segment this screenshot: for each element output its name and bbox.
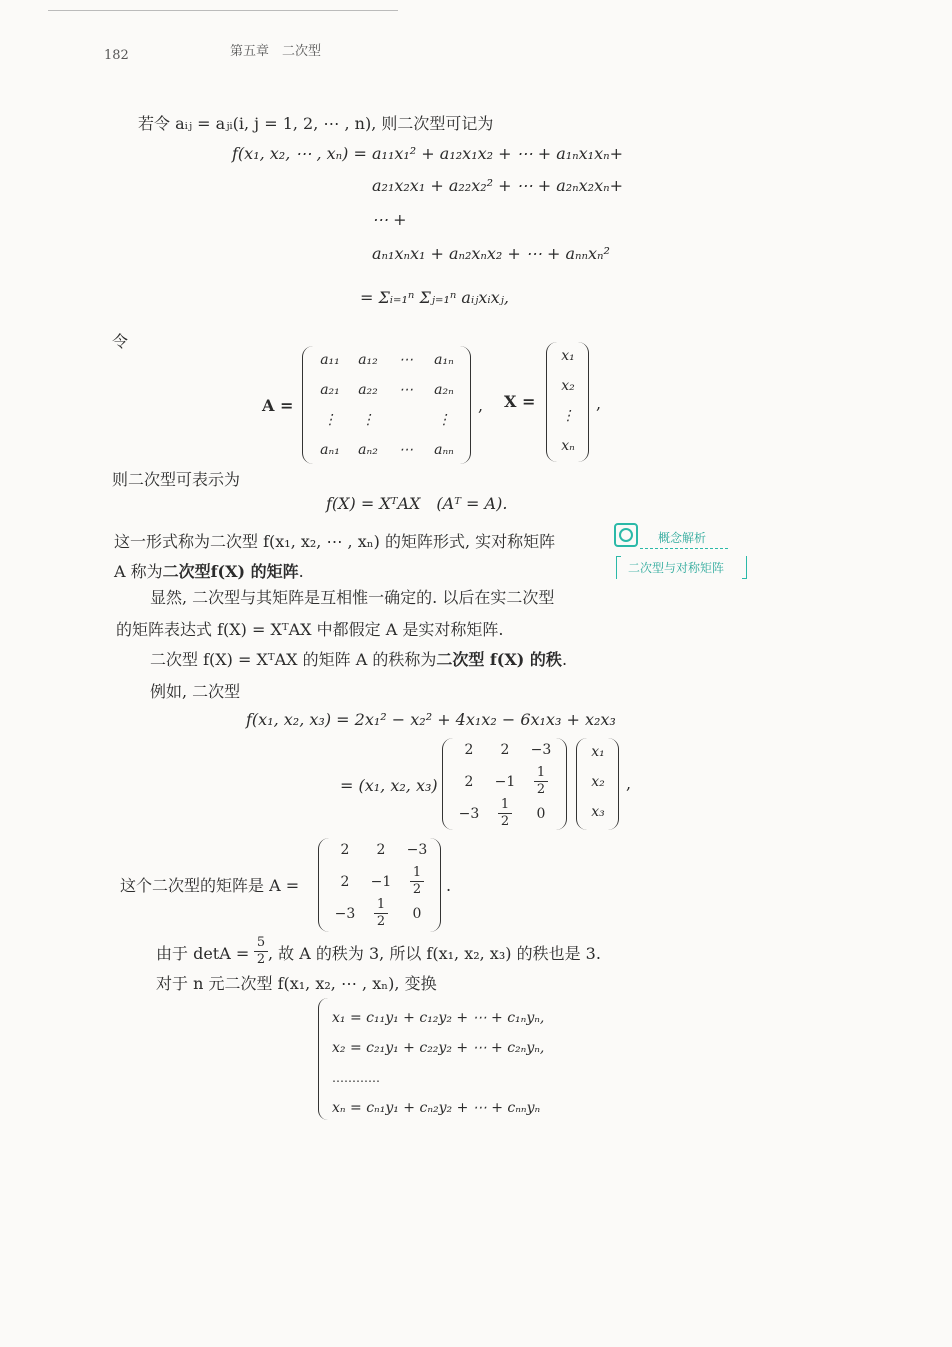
system-line-1: x₁ = c₁₁y₁ + c₁₂y₂ + ⋯ + c₁ₙyₙ, [332,1010,545,1026]
p3-pre: 二次型 f(X) = XᵀAX 的矩阵 A 的秩称为 [150,650,437,669]
para1-line1: 这一形式称为二次型 f(x₁, x₂, ⋯ , xₙ) 的矩阵形式, 实对称矩阵 [114,532,556,551]
matrix-A-cell: ⋯ [399,352,413,368]
example-matrix-cell: −3 [334,906,356,922]
det-den: 2 [256,952,266,967]
det-num: 5 [256,935,266,950]
matrix-A-right-paren [460,346,471,464]
example-matrix-cell: −1 [494,774,516,790]
p1b-post: . [298,562,304,581]
example-vector-cell: x₂ [591,774,605,790]
matrix-A-cell: a₂ₙ [434,382,454,398]
matrix-A-cell: a₁ₙ [434,352,454,368]
vector-X-cell: x₂ [561,378,575,394]
matrix-form-eq: f(X) = XᵀAX (Aᵀ = A). [326,494,508,513]
p3-post: . [561,650,568,669]
transform-intro: 对于 n 元二次型 f(x₁, x₂, ⋯ , xₙ), 变换 [156,974,437,993]
example-matrix-label: 这个二次型的矩阵是 A = [120,876,300,895]
X-equals: X = [504,392,536,411]
A-equals: A = [262,396,294,415]
example-eq: = (x₁, x₂, x₃) [340,776,438,795]
para2-line1: 显然, 二次型与其矩阵是互相惟一确定的. 以后在实二次型 [150,588,555,607]
det-pre: 由于 detA = [156,944,250,963]
vector-X-cell: ⋮ [561,408,575,424]
then-line: 则二次型可表示为 [112,470,241,489]
example-matrix-cell: 2 [376,842,386,858]
system-line-2: x₂ = c₂₁y₁ + c₂₂y₂ + ⋯ + c₂ₙyₙ, [332,1040,545,1056]
chapter-title: 第五章 二次型 [230,44,322,59]
matrix-A-cell: aₙₙ [434,442,454,458]
f-row-2: a₂₁x₂x₁ + a₂₂x₂² + ⋯ + a₂ₙx₂xₙ+ [372,176,623,195]
p1b-bold: 二次型f(X) 的矩阵 [162,562,299,581]
example-matrix-cell: 2 [340,842,350,858]
matrix-A [306,346,470,464]
example-dot: . [446,876,452,895]
matrix-A-cell: ⋮ [361,412,375,428]
sidebar-title: 概念解析 [658,531,707,545]
example-matrix-cell: 1 2 [410,866,424,897]
matrix-A-cell: a₂₂ [358,382,378,398]
matrix-A-cell: ⋮ [323,412,337,428]
comma-X: , [596,394,602,413]
p3-bold: 二次型 f(X) 的秩 [436,650,562,669]
vector-X-cell: xₙ [561,438,575,454]
example-matrix-cell: 0 [412,906,422,922]
matrix-A-cell: ⋮ [437,412,451,428]
matrix-A-cell: a₂₁ [320,382,340,398]
example-matrix-cell: 2 [500,742,510,758]
example-matrix-cell: −1 [370,874,392,890]
ex-vector-right-paren [608,738,619,830]
det-fraction [254,936,268,967]
concept-icon-inner [619,528,633,542]
example-matrix-2 [324,838,440,932]
sidebar-subtitle: 二次型与对称矩阵 [628,561,725,575]
p1b-pre: A 称为 [114,562,163,581]
intro-line: 若令 aᵢⱼ = aⱼᵢ(i, j = 1, 2, ⋯ , n), 则二次型可记为 [138,114,494,133]
example-intro: 例如, 二次型 [150,682,241,701]
system-line-3: ………… [332,1071,380,1085]
example-matrix-cell: −3 [530,742,552,758]
example-matrix-cell: 2 [464,774,474,790]
ling-label: 令 [112,332,129,351]
example-comma: , [626,774,632,793]
example-matrix-cell: 0 [536,806,546,822]
example-matrix-cell: 2 [340,874,350,890]
para3 [150,650,567,670]
f-row-3: ⋯ + [372,210,407,229]
example-vector-cell: x₁ [591,744,605,760]
para2-line2: 的矩阵表达式 f(X) = XᵀAX 中都假定 A 是实对称矩阵. [116,620,504,639]
system-line-4: xₙ = cₙ₁y₁ + cₙ₂y₂ + ⋯ + cₙₙyₙ [332,1100,541,1116]
example-matrix-cell: −3 [458,806,480,822]
system-brace [318,998,329,1120]
top-rule [48,10,398,11]
f-row-1: a₁₁x₁² + a₁₂x₁x₂ + ⋯ + a₁ₙx₁xₙ+ [372,144,623,163]
ex-matrix2-right-paren [430,838,441,932]
ex-matrix-right-paren [556,738,567,830]
matrix-A-cell: aₙ₁ [320,442,340,458]
example-f: f(x₁, x₂, x₃) = 2x₁² − x₂² + 4x₁x₂ − 6x₁x₃ + x₂x₃ [246,710,616,729]
sidebar-divider [640,548,728,549]
page-number: 182 [104,48,129,63]
para1-line2 [114,562,304,582]
example-matrix-cell: 1 2 [498,798,512,829]
example-vector-cell: x₃ [591,804,605,820]
vector-X-right-paren [578,342,589,462]
f-lhs: f(x₁, x₂, ⋯ , xₙ) = [232,144,367,163]
comma-A: , [478,396,484,415]
example-matrix [448,738,564,830]
matrix-A-cell: a₁₁ [320,352,340,368]
example-matrix-cell: 1 2 [534,766,548,797]
f-row-4: aₙ₁xₙx₁ + aₙ₂xₙx₂ + ⋯ + aₙₙxₙ² [372,244,610,263]
sidebar-bracket-left [616,556,621,579]
example-matrix-cell: −3 [406,842,428,858]
matrix-A-cell: aₙ₂ [358,442,378,458]
sidebar-bracket-right [742,556,747,579]
vector-X-cell: x₁ [561,348,575,364]
example-matrix-cell: 1 2 [374,898,388,929]
matrix-A-cell: a₁₂ [358,352,378,368]
matrix-A-cell: ⋯ [399,442,413,458]
det-post: , 故 A 的秩为 3, 所以 f(x₁, x₂, x₃) 的秩也是 3. [268,944,601,963]
example-matrix-cell: 2 [464,742,474,758]
matrix-A-cell: ⋯ [399,382,413,398]
f-sum: = Σᵢ₌₁ⁿ Σⱼ₌₁ⁿ aᵢⱼxᵢxⱼ, [360,288,509,307]
